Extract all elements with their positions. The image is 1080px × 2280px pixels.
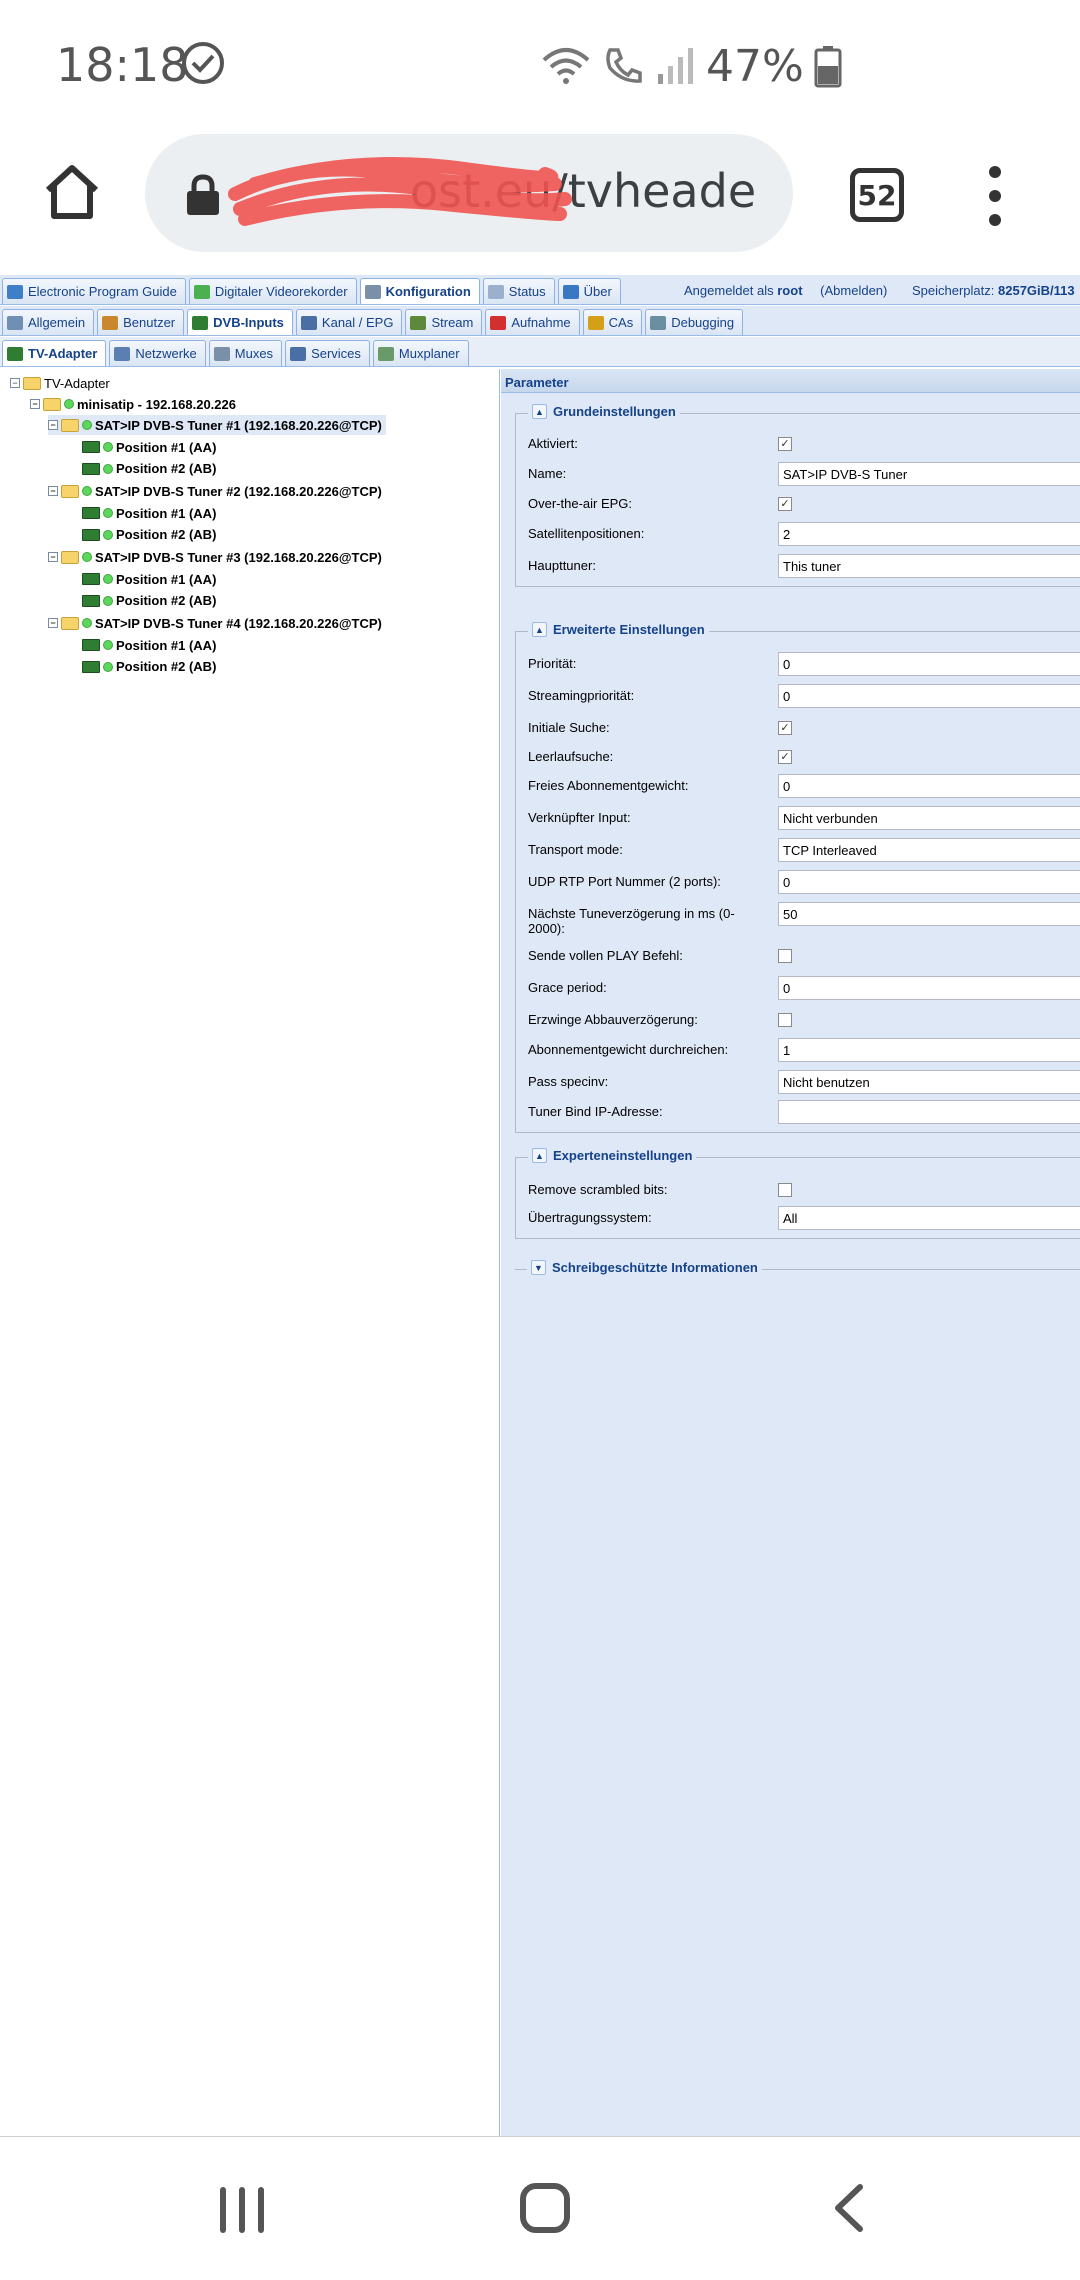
tree-node-position[interactable] — [82, 569, 216, 589]
collapse-toggle-icon[interactable]: − — [48, 486, 58, 496]
param-row — [516, 652, 1080, 676]
tree-label: Position #2 (AB) — [116, 527, 217, 542]
recent-bar-icon — [220, 2187, 226, 2233]
android-nav-bar — [0, 2137, 1080, 2280]
status-ok-icon — [103, 640, 113, 650]
param-row — [516, 745, 1080, 769]
collapse-toggle-icon[interactable]: − — [48, 420, 58, 430]
home-icon[interactable] — [40, 160, 104, 224]
tab-stream[interactable] — [405, 309, 482, 335]
config-tab-bar — [0, 306, 1080, 336]
param-row — [516, 492, 1080, 516]
browser-menu-button[interactable] — [980, 166, 1010, 226]
recent-apps-button[interactable] — [220, 2187, 264, 2233]
param-checkbox[interactable] — [778, 949, 792, 963]
param-label: Remove scrambled bits: — [528, 1182, 668, 1197]
param-row — [516, 902, 1080, 936]
storage-info — [912, 283, 1075, 298]
param-label: Transport mode: — [528, 842, 623, 857]
tab-muxes[interactable] — [209, 340, 282, 366]
collapse-toggle-icon[interactable]: − — [48, 552, 58, 562]
param-label: Freies Abonnementgewicht: — [528, 778, 689, 793]
legend-label: Grundeinstellungen — [553, 404, 676, 419]
legend-label: Schreibgeschützte Informationen — [552, 1260, 758, 1275]
browser-toolbar — [0, 130, 1080, 275]
tree-label: Position #1 (AA) — [116, 571, 217, 587]
tab-label: Kanal / EPG — [321, 315, 394, 330]
status-ok-icon — [82, 420, 92, 430]
tree-node-tuner[interactable] — [48, 481, 382, 501]
storage-value: 8257GiB/113 — [998, 283, 1075, 298]
collapse-toggle-icon[interactable]: − — [10, 378, 20, 388]
tab-status[interactable] — [483, 278, 555, 304]
services-icon — [290, 347, 306, 361]
tab-ber[interactable] — [558, 278, 621, 304]
tree-label: SAT>IP DVB-S Tuner #1 (192.168.20.226@TCP) — [95, 417, 382, 433]
storage-label: Speicherplatz: — [912, 283, 995, 298]
param-label: Name: — [528, 466, 567, 481]
tv-card-icon — [82, 441, 100, 453]
status-ok-icon — [103, 596, 113, 606]
param-row — [516, 870, 1080, 894]
tv-card-icon — [82, 463, 100, 475]
tree-label: SAT>IP DVB-S Tuner #2 (192.168.20.226@TCP) — [95, 483, 382, 499]
fieldset-advanced — [515, 622, 1080, 1133]
tab-label: Services — [311, 346, 361, 361]
key-icon — [588, 316, 604, 330]
param-input[interactable]: 2 — [778, 522, 1080, 546]
folder-icon — [43, 398, 61, 411]
param-row — [516, 976, 1080, 1000]
param-label: Initiale Suche: — [528, 720, 610, 735]
tree-label: SAT>IP DVB-S Tuner #4 (192.168.20.226@TCP) — [95, 615, 382, 631]
tab-label: CAs — [608, 315, 634, 330]
main-tab-bar — [0, 275, 1080, 305]
status-ok-icon — [103, 508, 113, 518]
param-label: Grace period: — [528, 980, 607, 995]
param-label: Verknüpfter Input: — [528, 810, 631, 825]
legend-label: Experteneinstellungen — [553, 1148, 693, 1163]
param-label: Priorität: — [528, 656, 577, 671]
tree-node-position[interactable] — [82, 657, 216, 677]
tab-aufnahme[interactable] — [485, 309, 579, 335]
tv-card-icon — [192, 316, 208, 330]
param-label: Pass specinv: — [528, 1074, 609, 1089]
wrench-icon — [365, 285, 381, 299]
param-input[interactable]: Nicht verbunden — [778, 806, 1080, 830]
record-icon — [490, 316, 506, 330]
tree-label: Position #1 (AA) — [116, 637, 217, 653]
web-page — [0, 275, 1080, 2137]
param-row — [516, 522, 1080, 546]
login-prefix: Angemeldet als — [684, 283, 774, 298]
folder-icon — [23, 377, 41, 390]
param-checkbox[interactable]: ✓ — [778, 437, 792, 451]
tv-card-icon — [82, 639, 100, 651]
login-info — [684, 283, 887, 298]
tv-card-icon — [7, 347, 23, 361]
login-user: root — [777, 283, 803, 298]
collapse-toggle-icon[interactable]: − — [30, 399, 40, 409]
tv-icon — [301, 316, 317, 330]
tree-label: TV-Adapter — [44, 375, 110, 391]
param-row — [516, 462, 1080, 486]
tab-label: Digitaler Videorekorder — [214, 284, 348, 299]
nav-home-button[interactable] — [520, 2183, 570, 2233]
tab-label: Konfiguration — [385, 284, 471, 299]
signal-icon — [656, 44, 696, 88]
tv-card-icon — [82, 529, 100, 541]
dvb-tab-bar — [0, 337, 1080, 367]
param-row — [516, 432, 1080, 456]
tab-label: Benutzer — [123, 315, 176, 330]
param-row — [516, 1070, 1080, 1094]
status-ok-icon — [82, 552, 92, 562]
tree-node-device[interactable] — [30, 394, 236, 414]
tree-label: Position #1 (AA) — [116, 439, 217, 455]
tv-card-icon — [82, 595, 100, 607]
android-status-bar — [0, 0, 1080, 130]
tab-label: Über — [583, 284, 612, 299]
status-ok-icon — [103, 530, 113, 540]
tree-node-tuner[interactable] — [48, 613, 382, 633]
param-label: Haupttuner: — [528, 558, 596, 573]
tree-label: SAT>IP DVB-S Tuner #3 (192.168.20.226@TCP) — [95, 549, 382, 565]
collapse-icon[interactable]: ▲ — [532, 1148, 547, 1163]
eye-icon — [488, 285, 504, 299]
param-label: Streamingpriorität: — [528, 688, 635, 703]
redaction-scribble — [225, 154, 575, 234]
param-row — [516, 806, 1080, 830]
tab-label: DVB-Inputs — [213, 315, 284, 330]
folder-icon — [61, 419, 79, 432]
param-label: Erzwinge Abbauverzögerung: — [528, 1012, 698, 1027]
folder-icon — [61, 485, 79, 498]
tab-label: Netzwerke — [135, 346, 197, 361]
param-label: Satellitenpositionen: — [528, 526, 645, 541]
status-ok-icon — [103, 662, 113, 672]
tv-card-icon — [82, 661, 100, 673]
lock-icon — [185, 174, 221, 216]
adapter-tree — [0, 369, 500, 2137]
tv-card-icon — [82, 507, 100, 519]
param-input[interactable]: Nicht benutzen — [778, 1070, 1080, 1094]
folder-icon — [61, 551, 79, 564]
tab-konfiguration[interactable] — [360, 278, 480, 304]
param-input[interactable]: TCP Interleaved — [778, 838, 1080, 862]
tab-electronic-program-guide[interactable] — [2, 278, 186, 304]
tree-node-position[interactable] — [82, 591, 216, 611]
tab-tv-adapter[interactable] — [2, 340, 106, 366]
users-icon — [102, 316, 118, 330]
tree-node-position[interactable] — [82, 635, 216, 655]
calendar-icon — [378, 347, 394, 361]
param-row — [516, 838, 1080, 862]
url-text: ost.eu/tvheade — [410, 164, 757, 218]
fieldset-legend[interactable] — [528, 1148, 696, 1163]
param-checkbox[interactable] — [778, 1183, 792, 1197]
tab-digitaler-videorekorder[interactable] — [189, 278, 357, 304]
collapse-icon[interactable]: ▲ — [532, 404, 547, 419]
param-label: Aktiviert: — [528, 436, 578, 451]
recent-bar-icon — [239, 2187, 245, 2233]
legend-label: Erweiterte Einstellungen — [553, 622, 705, 637]
tree-label: Position #2 (AB) — [116, 461, 217, 476]
param-input[interactable] — [778, 1100, 1080, 1124]
tab-services[interactable] — [285, 340, 370, 366]
param-row — [516, 1100, 1080, 1124]
status-ok-icon — [103, 574, 113, 584]
tree-node-root[interactable] — [10, 373, 110, 393]
param-row — [516, 1008, 1080, 1032]
status-ok-icon — [64, 399, 74, 409]
collapse-icon[interactable]: ▲ — [532, 622, 547, 637]
param-label: Nächste Tuneverzögerung in ms (0-2000): — [528, 906, 735, 936]
param-label: UDP RTP Port Nummer (2 ports): — [528, 874, 721, 889]
fieldset-expert — [515, 1148, 1080, 1239]
folder-icon — [61, 617, 79, 630]
tab-switcher-button[interactable]: 52 — [850, 168, 904, 222]
param-label: Over-the-air EPG: — [528, 496, 633, 511]
fieldset-legend[interactable] — [528, 622, 709, 637]
tab-kanal-epg[interactable] — [296, 309, 403, 335]
menu-dot-icon — [989, 166, 1001, 178]
status-ok-icon — [82, 486, 92, 496]
param-label: Leerlaufsuche: — [528, 749, 614, 764]
tab-allgemein[interactable] — [2, 309, 94, 335]
tree-node-position[interactable] — [82, 459, 216, 479]
antenna-icon — [114, 347, 130, 361]
parameter-panel — [501, 369, 1080, 2137]
param-label: Übertragungssystem: — [528, 1210, 652, 1225]
wifi-calling-icon — [602, 44, 646, 88]
tree-label: minisatip - 192.168.20.226 — [77, 396, 236, 412]
param-input[interactable]: This tuner — [778, 554, 1080, 578]
param-row — [516, 1038, 1080, 1062]
check-circle-icon — [180, 40, 226, 86]
param-input[interactable]: 50 — [778, 902, 1080, 926]
battery-percent: 47% — [706, 40, 804, 92]
param-label: Sende vollen PLAY Befehl: — [528, 948, 683, 963]
fieldset-readonly — [515, 1260, 1080, 1275]
param-input[interactable]: 0 — [778, 652, 1080, 676]
param-input[interactable]: 1 — [778, 1038, 1080, 1062]
recent-bar-icon — [258, 2187, 264, 2233]
info-icon — [563, 285, 579, 299]
stream-icon — [410, 316, 426, 330]
param-label: Abonnementgewicht durchreichen: — [528, 1042, 729, 1057]
param-row — [516, 774, 1080, 798]
logout-link[interactable]: (Abmelden) — [820, 283, 888, 298]
status-ok-icon — [103, 464, 113, 474]
status-ok-icon — [103, 442, 113, 452]
param-input[interactable]: 0 — [778, 774, 1080, 798]
satellite-icon — [214, 347, 230, 361]
tree-node-tuner[interactable] — [48, 415, 386, 435]
wifi-icon — [540, 44, 592, 88]
status-indicators — [540, 38, 842, 94]
fieldset-basic — [515, 404, 1080, 587]
tab-muxplaner[interactable] — [373, 340, 469, 366]
expand-icon[interactable]: ▼ — [531, 1260, 546, 1275]
tree-label: Position #2 (AB) — [116, 593, 217, 608]
param-row — [516, 554, 1080, 578]
recorder-icon — [194, 285, 210, 299]
param-input[interactable]: 0 — [778, 976, 1080, 1000]
fieldset-legend[interactable] — [528, 404, 680, 419]
epg-icon — [7, 285, 23, 299]
param-checkbox[interactable]: ✓ — [778, 497, 792, 511]
menu-dot-icon — [989, 214, 1001, 226]
parameter-title: Parameter — [501, 369, 1080, 393]
param-checkbox[interactable]: ✓ — [778, 750, 792, 764]
address-bar[interactable] — [145, 134, 793, 252]
tab-label: Muxplaner — [398, 346, 460, 361]
param-row — [516, 716, 1080, 740]
tree-node-position[interactable] — [82, 525, 216, 545]
param-input[interactable]: All — [778, 1206, 1080, 1230]
param-checkbox[interactable]: ✓ — [778, 721, 792, 735]
status-time: 18:18 — [56, 38, 189, 92]
tab-dvb-inputs[interactable] — [187, 309, 293, 335]
status-ok-icon — [82, 618, 92, 628]
param-input[interactable]: 0 — [778, 870, 1080, 894]
param-input[interactable]: 0 — [778, 684, 1080, 708]
tree-node-position[interactable] — [82, 437, 216, 457]
param-label: Tuner Bind IP-Adresse: — [528, 1104, 663, 1119]
back-icon[interactable] — [828, 2183, 868, 2233]
param-row — [516, 1206, 1080, 1230]
param-row — [516, 684, 1080, 708]
param-checkbox[interactable] — [778, 1013, 792, 1027]
tab-benutzer[interactable] — [97, 309, 184, 335]
tab-netzwerke[interactable] — [109, 340, 205, 366]
tab-label: Aufnahme — [511, 315, 571, 330]
tab-debugging[interactable] — [645, 309, 743, 335]
param-input[interactable]: SAT>IP DVB-S Tuner — [778, 462, 1080, 486]
tab-label: Electronic Program Guide — [28, 284, 177, 299]
param-row — [516, 1178, 1080, 1202]
tree-label: Position #2 (AB) — [116, 659, 217, 674]
battery-icon — [814, 44, 842, 88]
tab-label: Debugging — [671, 315, 735, 330]
tv-card-icon — [82, 573, 100, 585]
fieldset-legend[interactable] — [527, 1260, 762, 1275]
tab-label: Allgemein — [28, 315, 86, 330]
debug-icon — [650, 316, 666, 330]
tree-node-position[interactable] — [82, 503, 216, 523]
tools-icon — [7, 316, 23, 330]
tab-label: Stream — [431, 315, 474, 330]
menu-dot-icon — [989, 190, 1001, 202]
param-row — [516, 944, 1080, 968]
tree-node-tuner[interactable] — [48, 547, 382, 567]
tab-label: TV-Adapter — [28, 346, 98, 361]
tab-cas[interactable] — [583, 309, 643, 335]
tab-label: Status — [508, 284, 546, 299]
tree-label: Position #1 (AA) — [116, 505, 217, 521]
collapse-toggle-icon[interactable]: − — [48, 618, 58, 628]
tab-label: Muxes — [234, 346, 274, 361]
